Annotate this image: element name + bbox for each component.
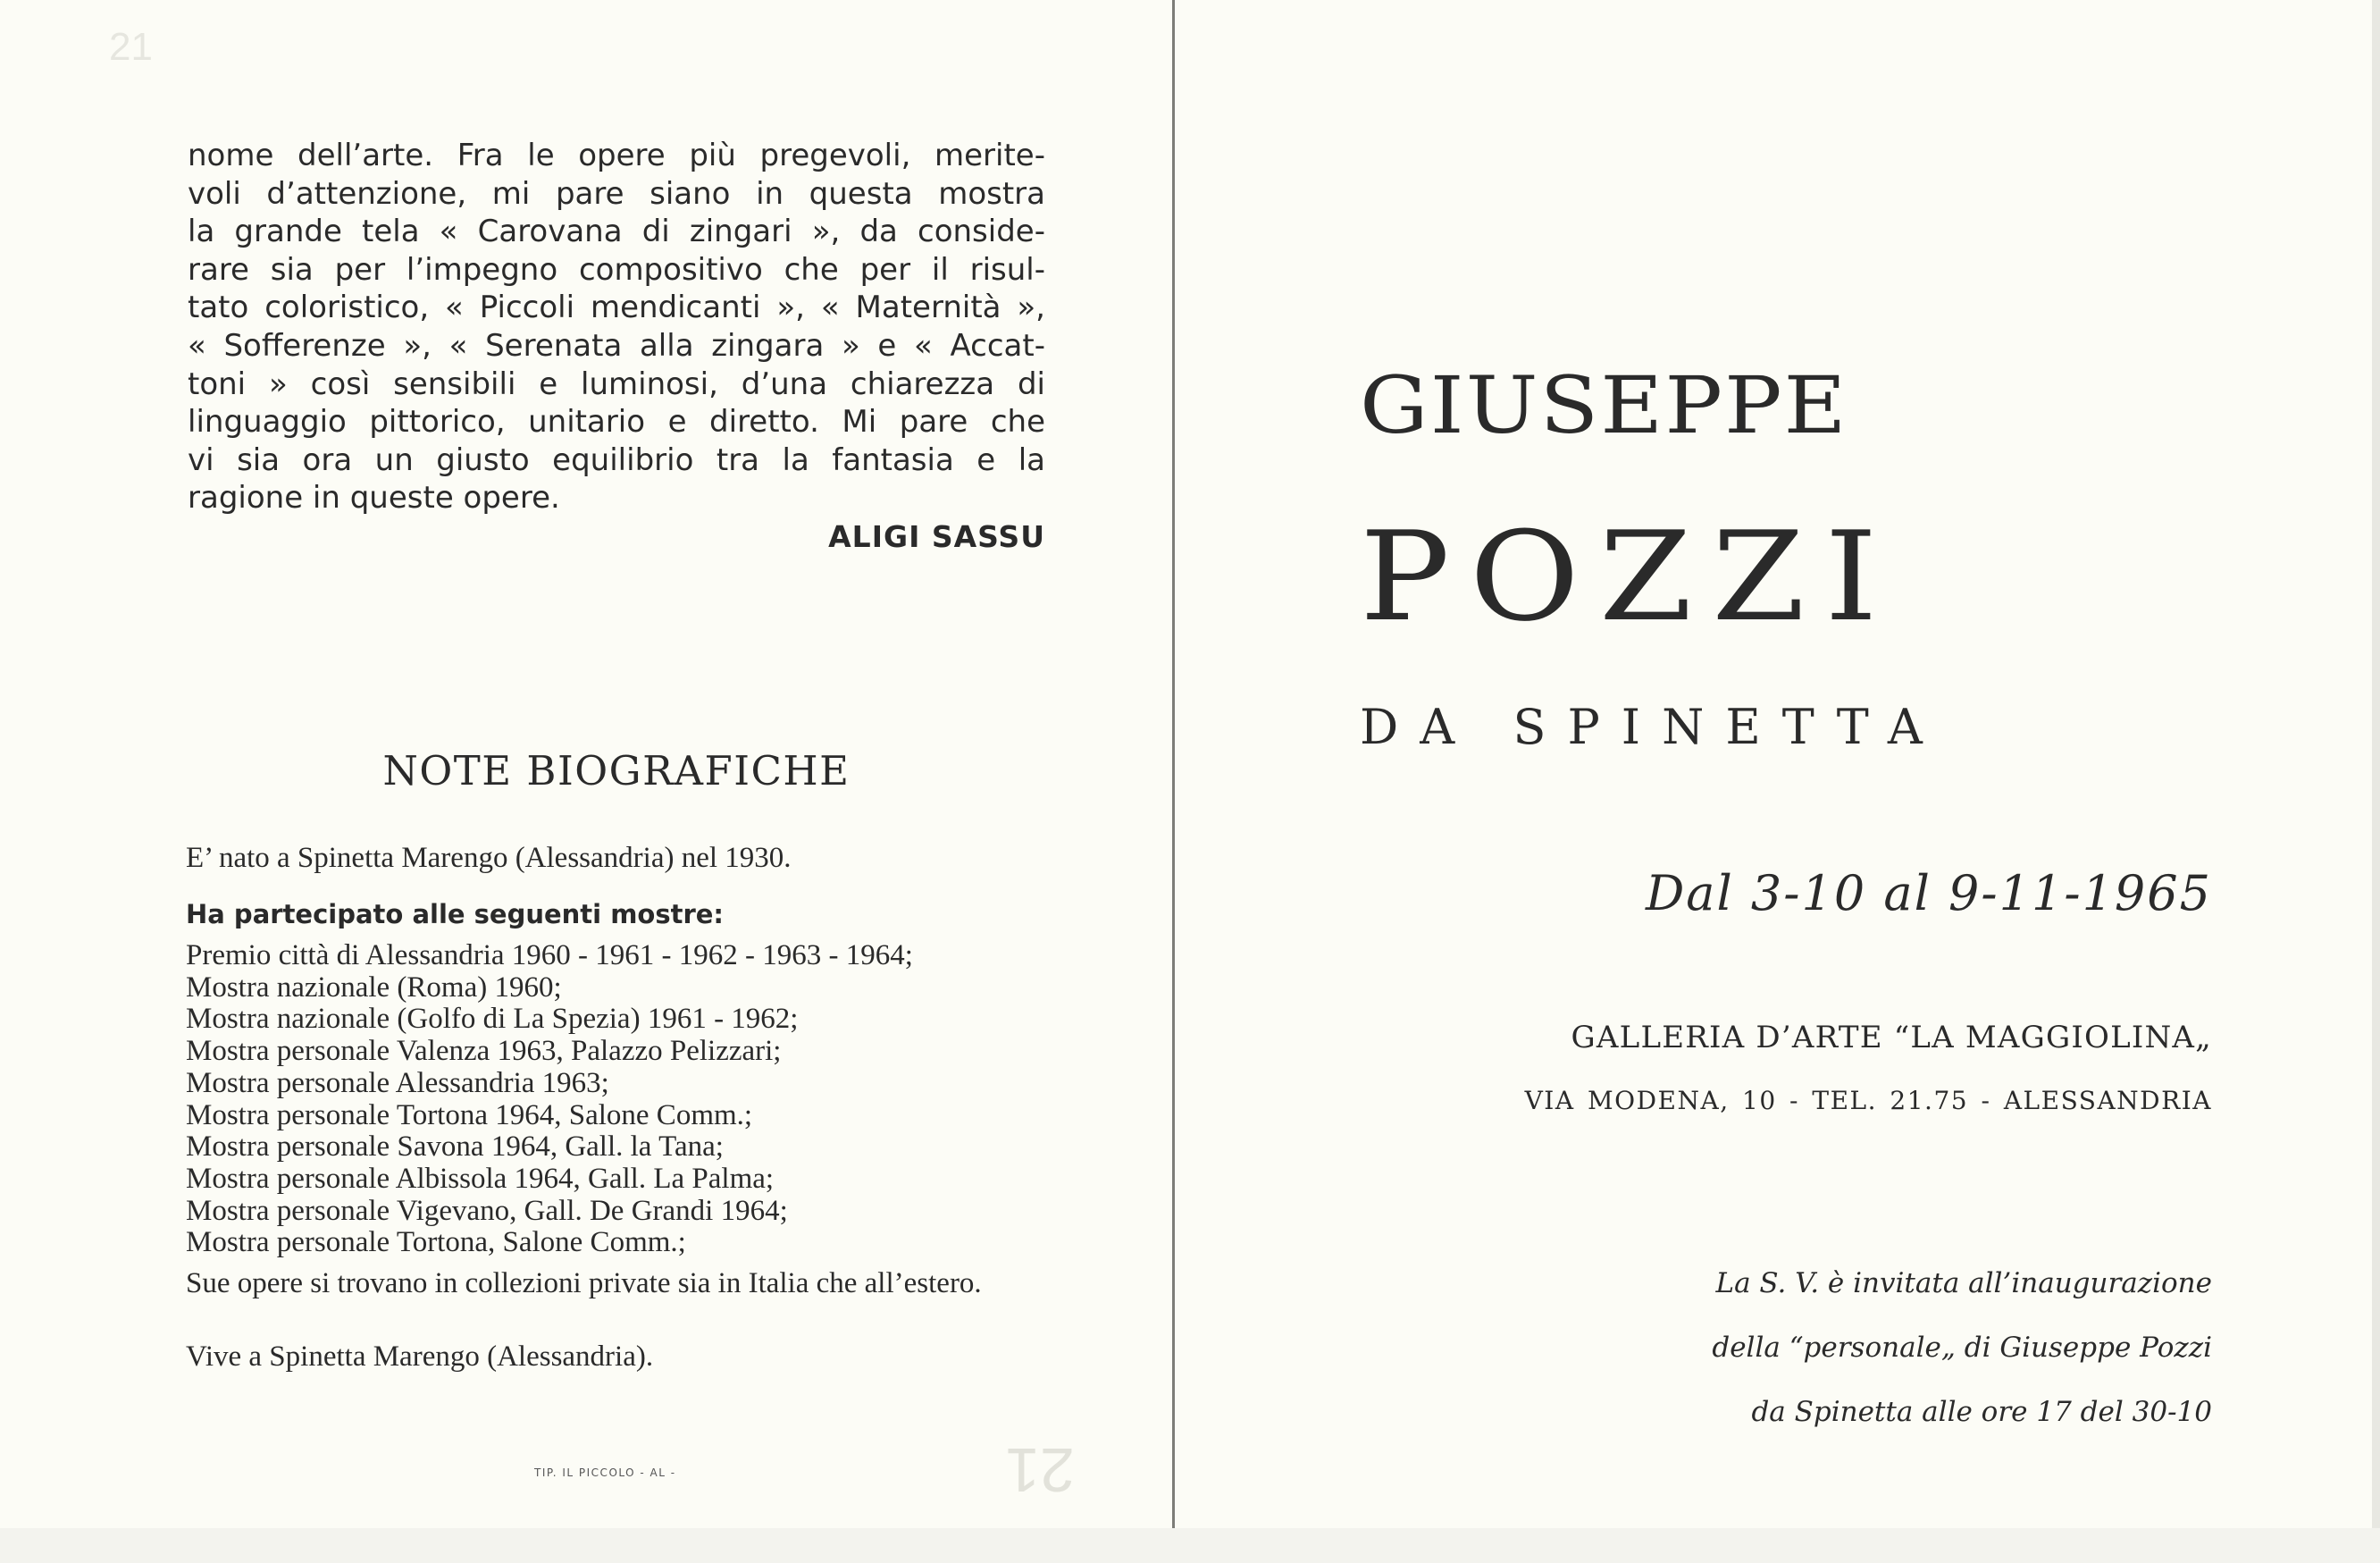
scan-bottom-margin: [0, 1528, 2380, 1563]
center-fold-line: [1172, 0, 1175, 1528]
invitation-line: da Spinetta alle ore 17 del 30-10: [1751, 1396, 2212, 1428]
collections-note: Sue opere si trovano in collezioni private sia in Italia che all’estero.: [186, 1267, 982, 1299]
critic-signature: ALIGI SASSU: [828, 519, 1045, 554]
invitation-text: [1712, 1251, 2212, 1444]
artist-first-name: GIUSEPPE: [1360, 359, 1848, 452]
list-item: Mostra personale Vigevano, Gall. De Grandi 1964;: [186, 1194, 788, 1227]
artist-origin: DA SPINETTA: [1360, 699, 1944, 755]
critic-text-line: nome dell’arte. Fra le opere più pregevoli, merite-: [188, 138, 1045, 173]
critic-text-line: voli d’attenzione, mi pare siano in questa mostra: [188, 175, 1045, 212]
critic-text-line: tato coloristico, « Piccoli mendicanti », « Maternità »,: [188, 290, 1045, 326]
critic-text-line: vi sia ora un giusto equilibrio tra la fantasia e la: [188, 441, 1045, 478]
list-item: Mostra personale Alessandria 1963;: [186, 1066, 609, 1099]
list-item: Mostra personale Tortona, Salone Comm.;: [186, 1226, 686, 1259]
invitation-line: La S. V. è invitata all’inaugurazione: [1715, 1267, 2212, 1299]
list-item: Premio città di Alessandria 1960 - 1961 - 1962 - 1963 - 1964;: [186, 939, 913, 971]
exhibitions-list: [186, 940, 913, 1259]
list-item: Mostra personale Tortona 1964, Salone Comm.;: [186, 1098, 753, 1131]
list-item: Mostra personale Valenza 1963, Palazzo Pelizzari;: [186, 1035, 782, 1068]
bio-title: NOTE BIOGRAFICHE: [382, 747, 851, 794]
artist-last-name: POZZI: [1360, 506, 1898, 650]
critic-text-line: « Sofferenze », « Serenata alla zingara » e « Accat-: [188, 327, 1045, 364]
critic-text-line: rare sia per l’impegno compositivo che per il risul-: [188, 251, 1045, 288]
critic-text-line: linguaggio pittorico, unitario e diretto. Mi pare che: [188, 404, 1045, 441]
pencil-page-number: 21: [109, 25, 153, 69]
invitation-line: della “personale„ di Giuseppe Pozzi: [1712, 1332, 2212, 1364]
critic-text: [188, 137, 1045, 517]
list-item: Mostra nazionale (Golfo di La Spezia) 1961 - 1962;: [186, 1003, 799, 1036]
exhibition-dates: Dal 3-10 al 9-11-1965: [1645, 865, 2212, 921]
birth-note: E’ nato a Spinetta Marengo (Alessandria) nel 1930.: [186, 842, 792, 874]
residence-note: Vive a Spinetta Marengo (Alessandria).: [186, 1340, 654, 1373]
printer-credit: TIP. IL PICCOLO - AL -: [534, 1466, 676, 1479]
gallery-name: GALLERIA D’ARTE “LA MAGGIOLINA„: [1571, 1020, 2212, 1055]
list-item: Mostra personale Albissola 1964, Gall. La Palma;: [186, 1162, 775, 1195]
critic-text-line: toni » così sensibili e luminosi, d’una chiarezza di: [188, 366, 1045, 402]
gallery-address: VIA MODENA, 10 - TEL. 21.75 - ALESSANDRIA: [1524, 1086, 2212, 1115]
critic-text-line: ragione in queste opere.: [188, 480, 560, 517]
sheet-right-edge: [2372, 0, 2380, 1528]
critic-text-line: la grande tela « Carovana di zingari », da conside-: [188, 214, 1045, 250]
pencil-page-number-bottom: 21: [1005, 1435, 1075, 1505]
exhibitions-heading: Ha partecipato alle seguenti mostre:: [186, 899, 725, 929]
list-item: Mostra nazionale (Roma) 1960;: [186, 971, 562, 1004]
list-item: Mostra personale Savona 1964, Gall. la Tana;: [186, 1130, 724, 1164]
